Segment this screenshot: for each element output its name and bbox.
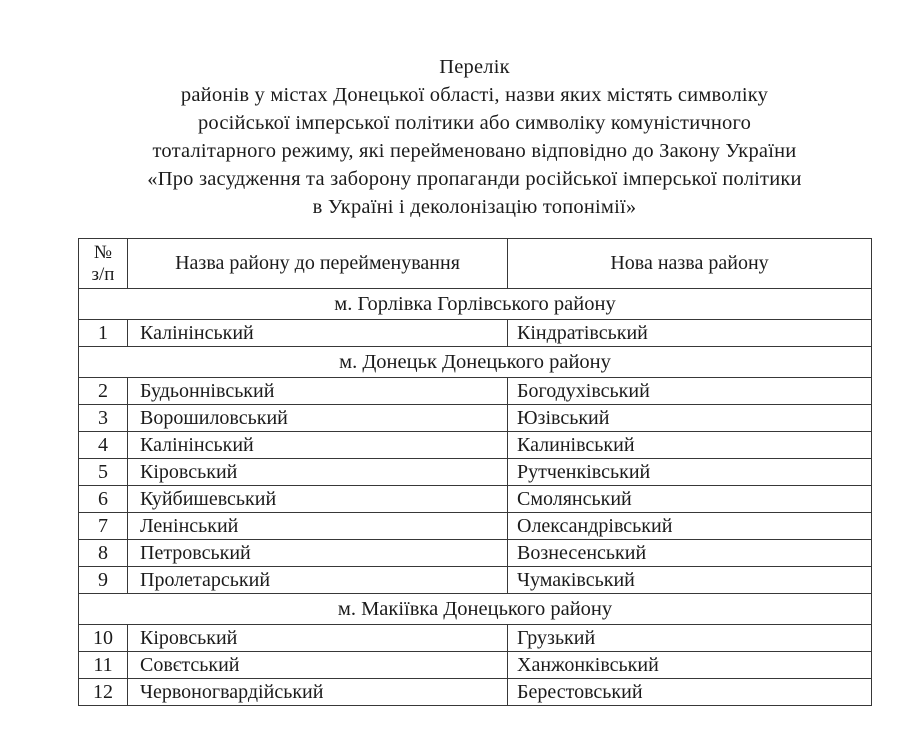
header-number-column <box>79 239 128 289</box>
old-name-cell: Совєтський <box>128 652 508 679</box>
section-row-horlivka <box>79 289 872 320</box>
table-row <box>79 625 872 652</box>
title-line: тоталітарного режиму, які перейменовано відповідно до Закону України <box>152 140 797 162</box>
new-name-cell: Кіндратівський <box>508 320 872 347</box>
table-row <box>79 320 872 347</box>
new-name-cell: Вознесенський <box>508 540 872 567</box>
row-number-cell: 1 <box>79 320 128 347</box>
old-name-cell: Будьоннівський <box>128 378 508 405</box>
new-name-cell: Олександрівський <box>508 513 872 540</box>
row-number-cell: 7 <box>79 513 128 540</box>
old-name-cell: Куйбишевський <box>128 486 508 513</box>
row-number-cell: 4 <box>79 432 128 459</box>
row-number-cell: 3 <box>79 405 128 432</box>
table-row <box>79 652 872 679</box>
table-row <box>79 432 872 459</box>
old-name-cell: Кіровський <box>128 459 508 486</box>
row-number-cell: 12 <box>79 679 128 706</box>
title-line: в Україні і деколонізацію топонімії» <box>312 196 637 218</box>
old-name-cell: Червоногвардійський <box>128 679 508 706</box>
table-row <box>79 567 872 594</box>
section-title: м. Горлівка Горлівського району <box>79 289 872 320</box>
title-line: «Про засудження та заборону пропаганди російської імперської політики <box>147 168 802 190</box>
title-line: районів у містах Донецької області, назви яких містять символіку <box>180 84 769 106</box>
table-header-row <box>79 239 872 289</box>
old-name-cell: Ворошиловський <box>128 405 508 432</box>
old-name-cell: Калінінський <box>128 432 508 459</box>
title-line: Перелік <box>439 56 510 78</box>
document-title <box>78 53 871 221</box>
section-row-makiivka <box>79 594 872 625</box>
new-name-cell: Рутченківський <box>508 459 872 486</box>
renaming-table <box>78 238 872 706</box>
table-row <box>79 540 872 567</box>
section-title: м. Донецьк Донецького району <box>79 347 872 378</box>
header-number-line2: з/п <box>91 263 115 285</box>
table-row <box>79 405 872 432</box>
row-number-cell: 5 <box>79 459 128 486</box>
row-number-cell: 8 <box>79 540 128 567</box>
table-row <box>79 486 872 513</box>
row-number-cell: 6 <box>79 486 128 513</box>
title-line: російської імперської політики або символіку комуністичного <box>197 112 752 134</box>
new-name-cell: Юзівський <box>508 405 872 432</box>
new-name-cell: Смолянський <box>508 486 872 513</box>
new-name-cell: Ханжонківський <box>508 652 872 679</box>
old-name-cell: Ленінський <box>128 513 508 540</box>
header-old-name-column: Назва району до перейменування <box>128 239 508 289</box>
old-name-cell: Калінінський <box>128 320 508 347</box>
row-number-cell: 10 <box>79 625 128 652</box>
old-name-cell: Петровський <box>128 540 508 567</box>
table-row <box>79 459 872 486</box>
header-new-name-column: Нова назва району <box>508 239 872 289</box>
document-page <box>78 0 871 706</box>
table-row <box>79 513 872 540</box>
section-row-donetsk <box>79 347 872 378</box>
table-row <box>79 679 872 706</box>
row-number-cell: 2 <box>79 378 128 405</box>
section-title: м. Макіївка Донецького району <box>79 594 872 625</box>
new-name-cell: Калинівський <box>508 432 872 459</box>
row-number-cell: 11 <box>79 652 128 679</box>
new-name-cell: Грузький <box>508 625 872 652</box>
row-number-cell: 9 <box>79 567 128 594</box>
new-name-cell: Богодухівський <box>508 378 872 405</box>
header-number-line1: № <box>93 241 113 263</box>
old-name-cell: Кіровський <box>128 625 508 652</box>
new-name-cell: Чумаківський <box>508 567 872 594</box>
new-name-cell: Берестовський <box>508 679 872 706</box>
table-row <box>79 378 872 405</box>
old-name-cell: Пролетарський <box>128 567 508 594</box>
